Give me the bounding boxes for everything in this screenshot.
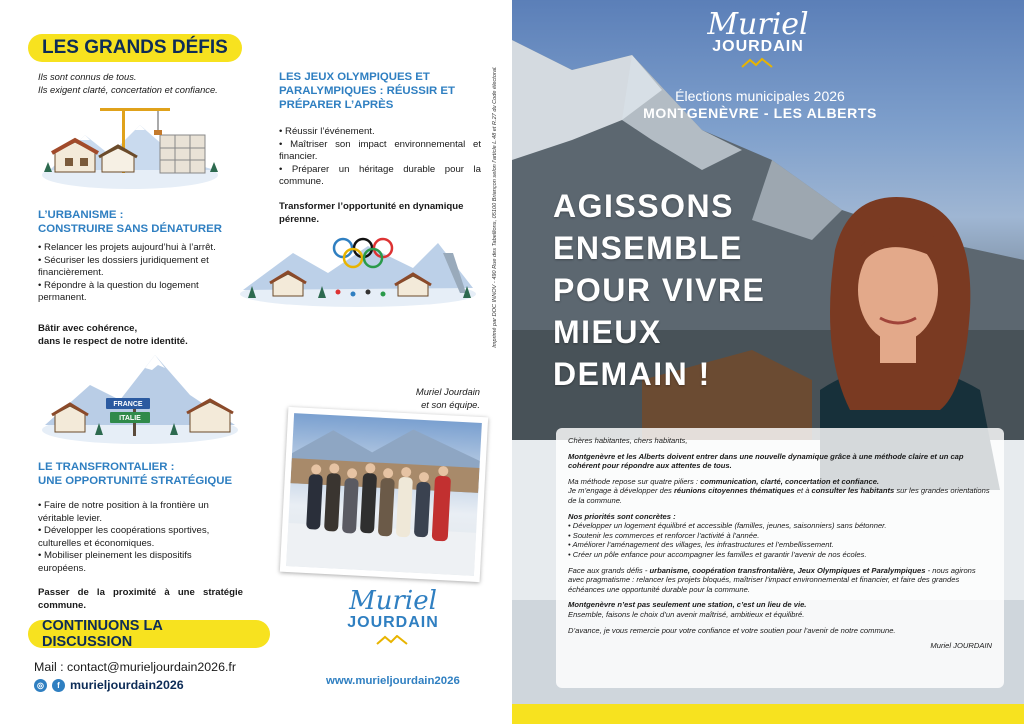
imprint-text: Imprimé par DOC INNOV - 490 Rue des Tabellions, 05100 Briançon selon l’article L.48 et R.27 du Code électoral. (492, 66, 498, 348)
transfrontalier-heading (38, 460, 268, 488)
social-links[interactable] (34, 678, 184, 692)
urbanisme-conclusion (38, 323, 258, 348)
letter-priorities (568, 512, 992, 560)
bullet-item: • Sécuriser les dossiers juridiquement et financièrement. (38, 254, 209, 278)
logo-script: Muriel (707, 7, 809, 42)
team-photo-image (286, 413, 482, 576)
border-illustration (40, 350, 240, 445)
priority-item: • Développer un logement équilibré et accessible (familles, jeunes, saisonniers) sans bétonner. (568, 521, 887, 531)
sign-italie: ITALIE (119, 415, 141, 422)
slogan-line: DEMAIN ! (553, 356, 711, 392)
jeux-conclusion: Transformer l’opportunité en dynamique pérenne. (279, 201, 464, 225)
heading-line: LE TRANSFRONTALIER : (38, 461, 175, 473)
transfrontalier-bullets (38, 500, 233, 575)
text-span: Montgenèvre n’est pas seulement une station, c’est un lieu de vie. (568, 600, 807, 610)
text-span: Je m’engage à développer des (568, 486, 674, 496)
imprint-vertical (490, 44, 500, 374)
sign-france: FRANCE (113, 401, 143, 408)
text-span: sur les grandes orientations de la commune. (568, 486, 990, 505)
olympics-illustration (238, 228, 478, 308)
logo-name: JOURDAIN (712, 38, 804, 55)
slogan-line: AGISSONS (553, 188, 734, 224)
intro-line: Ils exigent clarté, concertation et confiance. (38, 84, 218, 95)
election-label: Élections municipales 2026 (675, 88, 845, 104)
letter-paragraph (568, 477, 992, 506)
candidate-letter (556, 428, 1004, 688)
logo-small (338, 588, 448, 650)
text-span: Ma méthode repose sur quatre piliers : (568, 476, 701, 486)
intro-text (38, 70, 268, 96)
section-title-pill: LES GRANDS DÉFIS (28, 34, 242, 62)
conclusion-line: Bâtir avec cohérence, (38, 323, 138, 334)
instagram-icon[interactable]: ◎ (34, 679, 47, 692)
text-span: urbanisme, coopération transfrontalière, Jeux Olympiques et Paralympiques (649, 565, 926, 575)
bullet-item: • Faire de notre position à la frontière un véritable levier. (38, 500, 209, 524)
slogan-line: POUR VIVRE (553, 272, 766, 308)
yellow-footer-bar (512, 704, 1024, 724)
jeux-heading (279, 70, 479, 112)
place-label: MONTGENÈVRE - LES ALBERTS (643, 105, 877, 121)
jeux-bullets (279, 126, 481, 189)
website-link[interactable]: www.murieljourdain2026 (326, 675, 460, 687)
urbanisme-bullets (38, 242, 228, 305)
priorities-title: Nos priorités sont concrètes : (568, 511, 676, 521)
letter-paragraph: D’avance, je vous remercie pour votre confiance et votre soutien pour l’avenir de notre commune. (568, 625, 896, 635)
heading-line: LES JEUX OLYMPIQUES ET (279, 71, 430, 83)
text-span: réunions citoyennes thématiques (673, 486, 795, 496)
bullet-item: • Répondre à la question du logement permanent. (38, 279, 199, 303)
contact-mail[interactable]: Mail : contact@murieljourdain2026.fr (34, 660, 236, 674)
letter-paragraph: Montgenèvre et les Alberts doivent entrer dans une nouvelle dynamique grâce à une méthode claire et un cap cohérent pour répondre aux attentes de tous. (568, 451, 964, 471)
facebook-icon[interactable]: f (52, 679, 65, 692)
slogan-line: MIEUX (553, 314, 662, 350)
logo-name: JOURDAIN (347, 614, 439, 631)
logo-main (688, 7, 828, 74)
conclusion-line: dans le respect de notre identité. (38, 335, 188, 347)
heading-line: PRÉPARER L’APRÈS (279, 99, 394, 111)
caption-line: et son équipe. (421, 398, 480, 410)
slogan-line: ENSEMBLE (553, 230, 743, 266)
transfrontalier-conclusion: Passer de la proximité à une stratégie commune. (38, 587, 243, 611)
logo-script: Muriel (349, 586, 437, 616)
text-span: Ensemble, faisons le choix d’un avenir maîtrisé, ambitieux et équilibré. (568, 609, 805, 619)
letter-signature: Muriel JOURDAIN (930, 641, 992, 651)
bullet-item: • Réussir l’événement. (279, 126, 375, 137)
letter-paragraph (568, 566, 992, 595)
heading-line: L’URBANISME : (38, 209, 124, 221)
mountain-icon (738, 57, 778, 69)
text-span: - nous agirons avec pragmatisme : relancer les projets bloqués, maîtriser l’impact environnemental et financier, et faire des grandes échéances une opportunité durable pour la commune. (568, 565, 976, 594)
bullet-item: • Développer les coopérations sportives, culturelles et économiques. (38, 525, 210, 549)
text-span: consulter les habitants (811, 486, 895, 496)
priority-item: • Améliorer l’aménagement des villages, les infrastructures et l’embellissement. (568, 540, 834, 550)
caption-line: Muriel Jourdain (415, 386, 480, 397)
letter-paragraph (568, 600, 992, 619)
priority-item: • Soutenir les commerces et renforcer l’activité à l’année. (568, 530, 760, 540)
bullet-item: • Préparer un héritage durable pour la commune. (279, 163, 481, 187)
continue-discussion-pill: CONTINUONS LA DISCUSSION (28, 620, 270, 648)
team-photo (280, 407, 488, 582)
photo-caption (380, 386, 480, 411)
bullet-item: • Relancer les projets aujourd’hui à l’arrêt. (38, 242, 216, 253)
urbanisme-heading (38, 208, 268, 236)
slogan (553, 185, 765, 395)
bullet-item: • Maîtriser son impact environnemental et financier. (279, 138, 481, 162)
social-handle[interactable]: murieljourdain2026 (70, 678, 184, 692)
letter-greeting: Chères habitantes, chers habitants, (568, 436, 688, 445)
text-span: communication, clarté, concertation et confiance. (700, 476, 880, 486)
mountain-icon (373, 635, 413, 645)
text-span: et à (794, 486, 812, 496)
construction-illustration (40, 100, 220, 190)
heading-line: PARALYMPIQUES : RÉUSSIR ET (279, 85, 455, 97)
heading-line: UNE OPPORTUNITÉ STRATÉGIQUE (38, 475, 233, 487)
bullet-item: • Mobiliser pleinement les dispositifs européens. (38, 550, 192, 574)
heading-line: CONSTRUIRE SANS DÉNATURER (38, 223, 222, 235)
priority-item: • Créer un pôle enfance pour accompagner les familles et garantir l’avenir de nos écoles. (568, 549, 867, 559)
intro-line: Ils sont connus de tous. (38, 71, 137, 82)
text-span: Face aux grands défis - (568, 565, 650, 575)
